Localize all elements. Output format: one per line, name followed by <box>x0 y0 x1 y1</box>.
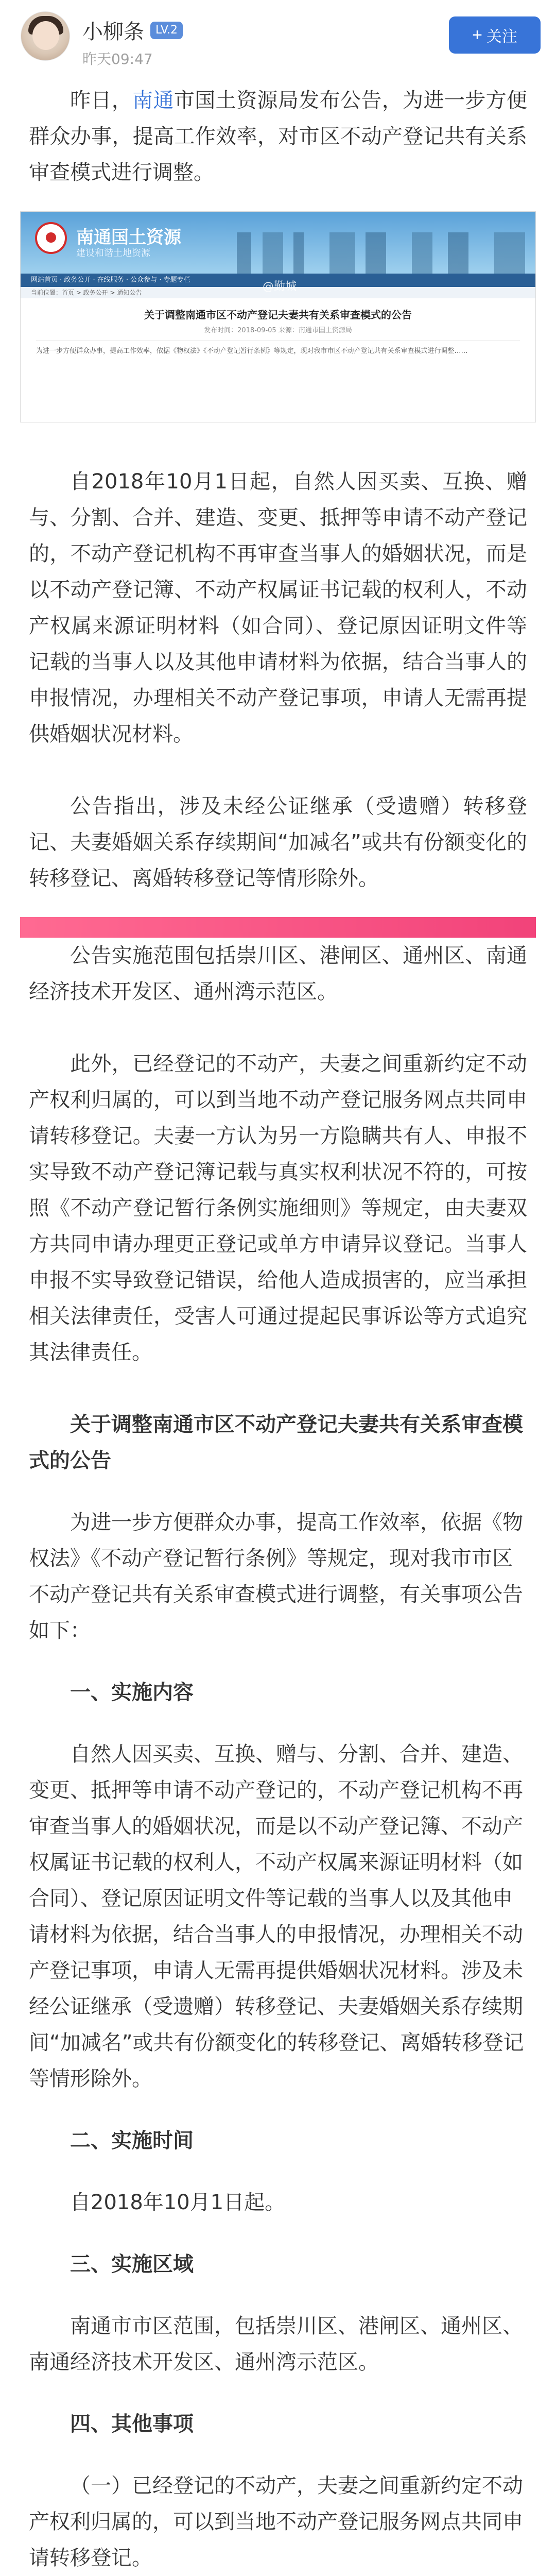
highlight-strip <box>20 917 536 938</box>
emblem-icon <box>35 222 67 254</box>
embed-site-subtitle: 建设和谐土地资源 <box>76 248 150 259</box>
follow-button[interactable] <box>449 16 541 54</box>
post-content <box>0 82 556 191</box>
section-4-heading: 四、其他事项 <box>70 2412 194 2436</box>
plus-icon: + <box>472 25 482 45</box>
watermark: @勤城 <box>263 280 297 293</box>
post-timestamp: 昨天09:47 <box>82 50 153 67</box>
embed-site-title: 南通国土资源 <box>76 227 181 248</box>
section-4-item-1: （一）已经登记的不动产，夫妻之间重新约定不动产权利归属的，可以到当地不动产登记服务网点共同申请转移登记。 <box>29 2474 523 2570</box>
embed-snippet: 为进一步方便群众办事，提高工作效率，依据《物权法》《不动产登记暂行条例》等规定，现对我市市区不动产登记共有关系审查模式进行调整…… <box>36 347 468 355</box>
announcement-title: 关于调整南通市区不动产登记夫妻共有关系审查模式的公告 <box>29 1413 523 1472</box>
nantong-link[interactable]: 南通 <box>132 89 174 112</box>
username[interactable]: 小柳条 <box>82 20 144 44</box>
skyline-graphic <box>227 232 535 274</box>
paragraph-other: 此外，已经登记的不动产，夫妻之间重新约定不动产权利归属的，可以到当地不动产登记服务网点共同申请转移登记。夫妻一方认为另一方隐瞒共有人、申报不实导致不动产登记簿记载与真实权利状况不符的，可按照《不动产登记暂行条例实施细则》等规定，由夫妻双方共同申请办理更正登记或单方申请异议登记。当事人申报不实导致登记错误，给他人造成损害的，应当承担相关法律责任，受害人可通过提起民事诉讼等方式追究其法律责任。 <box>29 1052 527 1364</box>
section-3-heading: 三、实施区域 <box>70 2252 194 2276</box>
embed-doc-meta: 发布时间：2018-09-05 来源：南通市国土资源局 <box>204 327 352 334</box>
embedded-screenshot[interactable] <box>20 211 536 422</box>
intro-text-after: 市国土资源局发布公告，为进一步方便群众办事，提高工作效率，对市区不动产登记共有关系审查模式进行调整。 <box>29 89 528 184</box>
section-1-body: 自然人因买卖、互换、赠与、分割、合并、建造、变更、抵押等申请不动产登记的，不动产登记机构不再审查当事人的婚姻状况，而是以不动产登记簿、不动产权属证书记载的权利人，不动产权属来源证明材料（如合同）、登记原因证明文件等记载的当事人以及其他申请材料为依据，结合当事人的申报情况，办理相关不动产登记事项，申请人无需再提供婚姻状况材料。涉及未经公证继承（受遗赠）转移登记、夫妻婚姻关系存续期间“加减名”或共有份额变化的转移登记、离婚转移登记等情形除外。 <box>29 1742 524 2091</box>
paragraph-scope: 公告实施范围包括崇川区、港闸区、通州区、南通经济技术开发区、通州湾示范区。 <box>29 944 527 1004</box>
paragraph-effective-date: 自2018年10月1日起，自然人因买卖、互换、赠与、分割、合并、建造、变更、抵押等申请不动产登记的，不动产登记机构不再审查当事人的婚姻状况，而是以不动产登记簿、不动产权属证书记载的权利人，不动产权属来源证明材料（如合同）、登记原因证明文件等记载的当事人以及其他申请材料为依据，结合当事人的申报情况，办理相关不动产登记事项，申请人无需再提供婚姻状况材料。 <box>29 470 527 746</box>
section-2-body: 自2018年10月1日起。 <box>70 2191 286 2214</box>
embed-nav: 网站首页 · 政务公开 · 在线服务 · 公众参与 · 专题专栏 <box>21 274 535 287</box>
announcement-preamble: 为进一步方便群众办事，提高工作效率，依据《物权法》《不动产登记暂行条例》等规定，现对我市市区不动产登记共有关系审查模式进行调整，有关事项公告如下： <box>29 1511 523 1642</box>
post-content-continued <box>0 938 556 2576</box>
level-badge: LV.2 <box>150 22 183 39</box>
user-meta <box>82 15 183 69</box>
avatar[interactable] <box>21 11 70 61</box>
post-header <box>0 0 556 72</box>
intro-paragraph <box>29 82 527 191</box>
embed-doc-title: 关于调整南通市区不动产登记夫妻共有关系审查模式的公告 <box>144 309 412 321</box>
avatar-face <box>32 21 59 50</box>
post-content-body <box>0 464 556 896</box>
section-2-heading: 二、实施时间 <box>70 2129 194 2153</box>
paragraph-exceptions: 公告指出，涉及未经公证继承（受遗赠）转移登记、夫妻婚姻关系存续期间“加减名”或共有份额变化的转移登记、离婚转移登记等情形除外。 <box>29 794 527 890</box>
intro-text-before: 昨日， <box>70 89 133 112</box>
section-3-body: 南通市市区范围，包括崇川区、港闸区、通州区、南通经济技术开发区、通州湾示范区。 <box>29 2314 523 2374</box>
username-row <box>82 15 183 45</box>
embed-breadcrumb: 当前位置：首页 > 政务公开 > 通知公告 <box>21 287 535 298</box>
follow-label: 关注 <box>486 28 517 45</box>
section-1-heading: 一、实施内容 <box>70 1681 194 1704</box>
